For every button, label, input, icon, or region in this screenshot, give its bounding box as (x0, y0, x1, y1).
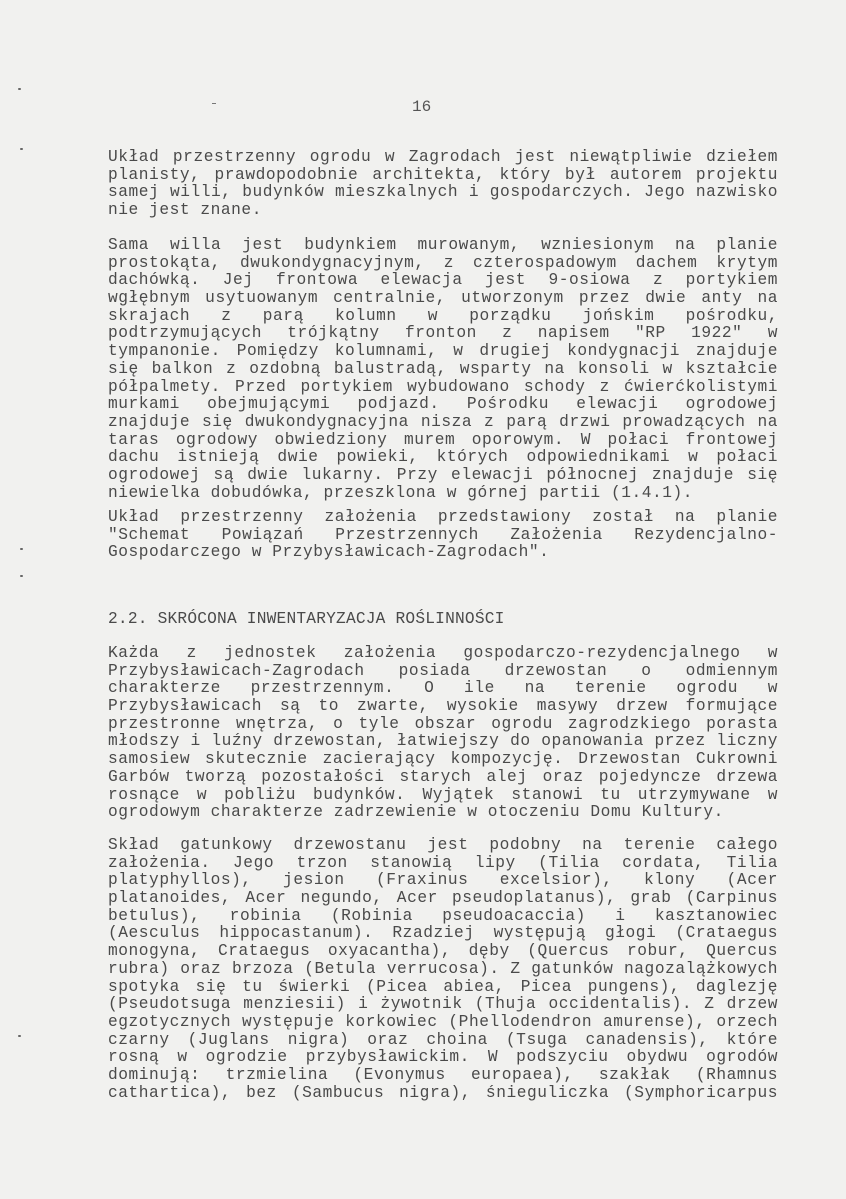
text-line: znajduje się dwukondygnacyjna nisza z parą drzwi prowadzących na (108, 413, 778, 431)
text-line: samosiew skutecznie zacierający kompozycję. Drzewostan Cukrowni (108, 751, 778, 769)
text-line: (Aesculus hippocastanum). Rzadziej występują głogi (Crataegus (108, 925, 778, 943)
text-line: przestronne wnętrza, o tyle obszar ogrodu zagrodzkiego porasta (108, 715, 778, 733)
text-line: rosną w ogrodzie przybysławickim. W podszyciu obydwu ogrodów (108, 1049, 778, 1067)
text-line: prostokąta, dwukondygnacyjnym, z czterospadowym dachem krytym (108, 254, 778, 272)
text-line: (Pseudotsuga menziesii) i żywotnik (Thuja occidentalis). Z drzew (108, 996, 778, 1014)
scan-speck (18, 1035, 21, 1037)
text-line: platanoides, Acer negundo, Acer pseudoplatanus), grab (Carpinus (108, 890, 778, 908)
text-line: Układ przestrzenny ogrodu w Zagrodach jest niewątpliwie dziełem (108, 149, 778, 166)
text-line: Gospodarczego w Przybysławicach-Zagrodach". (108, 543, 550, 562)
page-number: 16 (412, 98, 432, 116)
text-line: spotyka się tu świerki (Picea abiea, Picea pungens), daglezję (108, 978, 778, 996)
text-line: murkami obejmującymi podjazd. Pośrodku elewacji ogrodowej (108, 396, 778, 414)
text-line: dachu istnieją dwie powieki, których odpowiednikami w połaci (108, 449, 778, 467)
text-line: wgłębnym usytuowanym centralnie, utworzonym przez dwie anty na (108, 290, 778, 308)
paragraph-3 (108, 509, 778, 562)
paragraph-1 (108, 149, 778, 220)
text-line: nie jest znane. (108, 201, 262, 220)
text-line: ogrodowym charakterze zadrzewienie w otoczeniu Domu Kultury. (108, 803, 724, 822)
text-line: cathartica), bez (Sambucus nigra), śnieguliczka (Symphoricarpus (108, 1084, 778, 1102)
text-line: skrajach z parą kolumn w porządku jońskim pośrodku, (108, 307, 778, 325)
text-line: młodszy i luźny drzewostan, łatwiejszy do opanowania przez liczny (108, 733, 778, 751)
text-line: Skład gatunkowy drzewostanu jest podobny na terenie całego (108, 837, 778, 854)
text-line: rosnące w pobliżu budynków. Wyjątek stanowi tu utrzymywane w (108, 786, 778, 804)
text-line: ogrodowej są dwie lukarny. Przy elewacji północnej znajduje się (108, 466, 778, 484)
text-line: taras ogrodowy obwiedziony murem oporowym. W połaci frontowej (108, 431, 778, 449)
text-line: planisty, prawdopodobnie architekta, który był autorem projektu (108, 166, 778, 184)
scan-speck (20, 548, 23, 550)
text-line: półpalmety. Przed portykiem wybudowano schody z ćwierćkolistymi (108, 378, 778, 396)
scan-speck (20, 575, 23, 577)
text-line: Przybysławicach są to zwarte, wysokie masywy drzew formujące (108, 698, 778, 716)
text-line: "Schemat Powiązań Przestrzennych Założenia Rezydencjalno- (108, 526, 778, 544)
text-line: niewielka dobudówka, przeszklona w górnej partii (1.4.1). (108, 483, 694, 502)
text-line: tympanonie. Pomiędzy kolumnami, w drugiej kondygnacji znajduje (108, 343, 778, 361)
text-line: samej willi, budynków mieszkalnych i gospodarczych. Jego nazwisko (108, 184, 778, 202)
paragraph-2 (108, 237, 778, 502)
text-line: założenia. Jego trzon stanowią lipy (Tilia cordata, Tilia (108, 854, 778, 872)
text-line: platyphyllos), jesion (Fraxinus excelsior), klony (Acer (108, 872, 778, 890)
scan-speck (18, 88, 21, 90)
text-line: Garbów tworzą pozostałości starych alej oraz pojedyncze drzewa (108, 768, 778, 786)
text-line: betulus), robinia (Robinia pseudoacaccia) i kasztanowiec (108, 907, 778, 925)
paragraph-5 (108, 837, 778, 1102)
text-line: podtrzymujących trójkątny fronton z napisem "RP 1922" w (108, 325, 778, 343)
text-line: Każda z jednostek założenia gospodarczo-rezydencjalnego w (108, 645, 778, 662)
section-heading: 2.2. SKRÓCONA INWENTARYZACJA ROŚLINNOŚCI (108, 610, 505, 628)
text-line: Przybysławicach-Zagrodach posiada drzewostan o odmiennym (108, 662, 778, 680)
text-line: Sama willa jest budynkiem murowanym, wzniesionym na planie (108, 237, 778, 254)
scan-mark (212, 103, 216, 104)
text-line: rubra) oraz brzoza (Betula verrucosa). Z gatunków nagozalążkowych (108, 960, 778, 978)
text-line: egzotycznych występuje korkowiec (Phellodendron amurense), orzech (108, 1013, 778, 1031)
paragraph-4 (108, 645, 778, 822)
text-line: czarny (Juglans nigra) oraz choina (Tsuga canadensis), które (108, 1031, 778, 1049)
scan-speck (20, 148, 23, 150)
text-line: się balkon z ozdobną balustradą, wsparty na konsoli w kształcie (108, 360, 778, 378)
text-line: monogyna, Crataegus oxyacantha), dęby (Quercus robur, Quercus (108, 943, 778, 961)
text-line: dachówką. Jej frontowa elewacja jest 9-osiowa z portykiem (108, 272, 778, 290)
text-line: Układ przestrzenny założenia przedstawiony został na planie (108, 509, 778, 526)
text-line: charakterze przestrzennym. O ile na terenie ogrodu w (108, 680, 778, 698)
text-line: dominują: trzmielina (Evonymus europaea), szakłak (Rhamnus (108, 1066, 778, 1084)
